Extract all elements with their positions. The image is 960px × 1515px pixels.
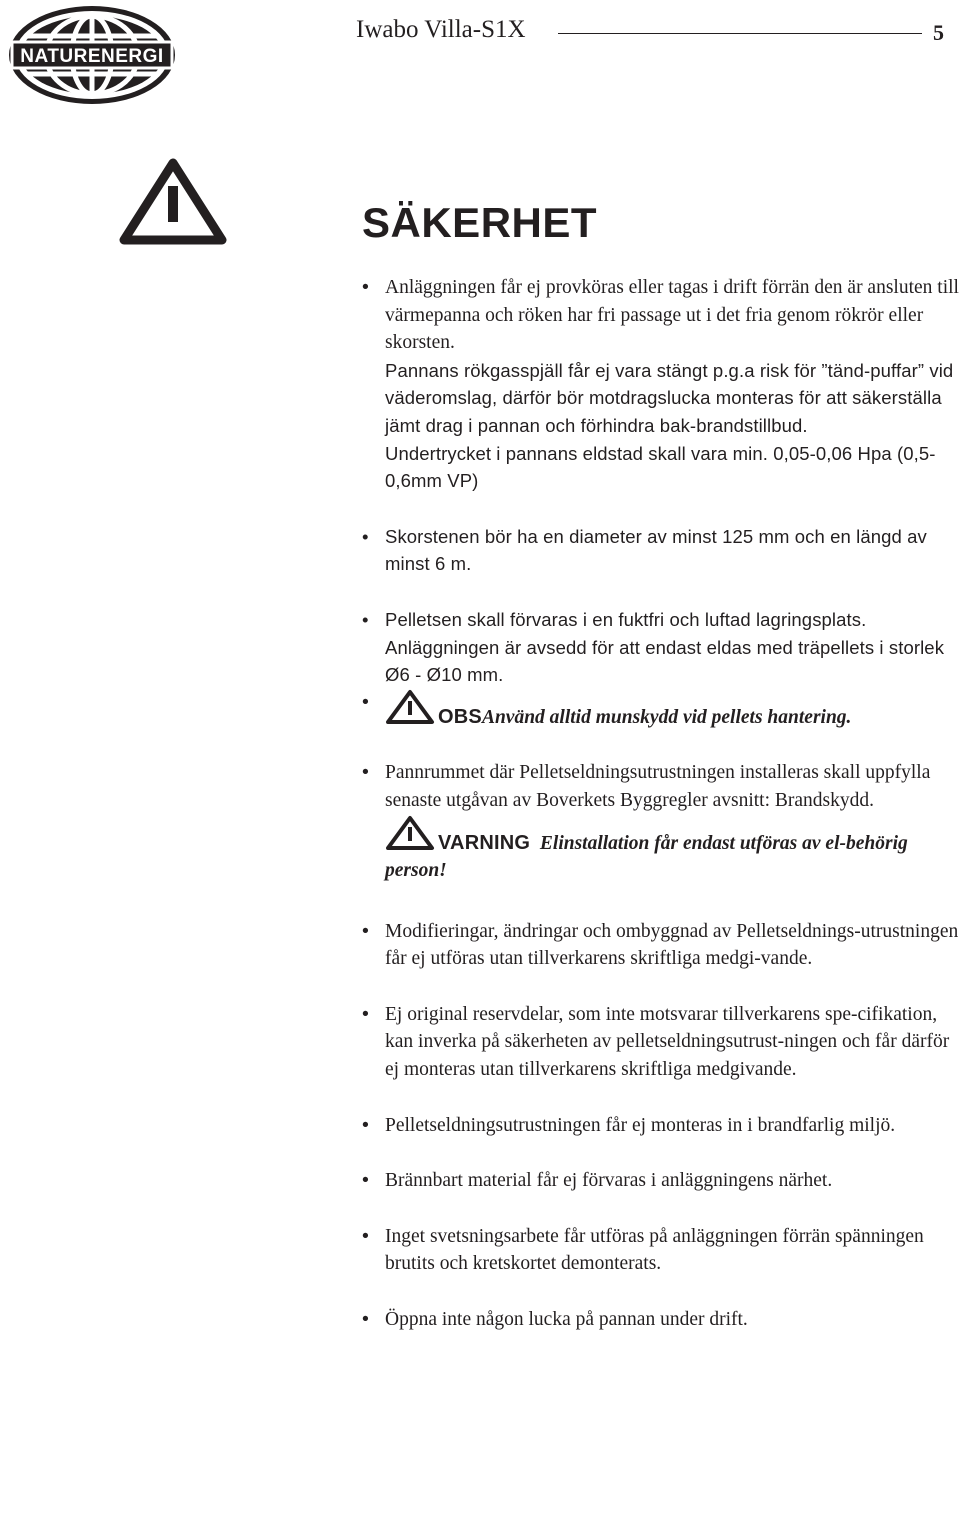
obs-text: Använd alltid munskydd vid pellets hantering. [481,706,852,728]
document-title: Iwabo Villa-S1X [356,16,526,43]
logo-text: NATURENERGI [20,46,164,67]
header-rule [558,33,922,34]
paragraph-welding: • Inget svetsningsarbete får utföras på anläggningen förrän spänningen brutits och kretskortet demonterats. [385,1223,960,1278]
paragraph-damper: Pannans rökgasspjäll får ej vara stängt p.g.a risk för ”tänd-puffar” vid väderomslag, därför bör motdragslucka monteras för att säkerställa jämt drag i pannan och förhindra bak-brandstillbud. [385,359,954,436]
safety-content [385,274,960,1334]
paragraph-flammable-environment: • Pelletseldningsutrustningen får ej monteras in i brandfarlig miljö. [385,1112,960,1140]
page-number: 5 [933,20,944,45]
naturenergi-logo [4,2,180,108]
warning-label: VARNING [438,831,531,854]
section-title: SÄKERHET [362,199,598,246]
paragraph-boiler-room: • Pannrummet där Pelletseldningsutrustningen installeras skall uppfylla senaste utgåvan av Boverkets Byggregler avsnitt: Brandskydd. [385,759,960,814]
paragraph-chimney: • Skorstenen bör ha en diameter av minst 125 mm och en längd av minst 6 m. [385,523,960,578]
paragraph-combustible-material: • Brännbart material får ej förvaras i anläggningens närhet. [385,1167,960,1195]
paragraph-operation: • Anläggningen får ej provköras eller tagas i drift förrän den är ansluten till värmepanna och röken har fri passage ut i det fria genom rökrör eller skorsten. [385,274,960,357]
paragraph-spare-parts: • Ej original reservdelar, som inte motsvarar tillverkarens spe-cifikation, kan inverka på säkerheten av pelletseldningsutrust-ningen och får därför ej monteras utan tillverkarens skriftliga medgivande. [385,1001,960,1084]
paragraph-underpressure: Undertrycket i pannans eldstad skall vara min. 0,05-0,06 Hpa (0,5-0,6mm VP) [385,442,936,492]
paragraph-modifications: • Modifieringar, ändringar och ombyggnad av Pelletseldnings-utrustningen får ej utföras utan tillverkarens skriftliga medgi-vande. [385,918,960,973]
warning-notice [385,815,960,885]
paragraph-open-hatch: • Öppna inte någon lucka på pannan under drift. [385,1306,960,1334]
obs-notice [385,689,960,732]
warning-triangle-icon [385,815,435,851]
warning-text: Elinstallation får endast utföras av el-behörig person! [385,832,908,882]
warning-triangle-icon [385,689,435,725]
warning-triangle-icon [118,158,228,246]
obs-label: OBS [438,705,482,728]
paragraph-pellets-storage: • Pelletsen skall förvaras i en fuktfri och luftad lagringsplats. Anläggningen är avsedd för att endast eldas med träpellets i storlek Ø6 - Ø10 mm. [385,606,960,689]
